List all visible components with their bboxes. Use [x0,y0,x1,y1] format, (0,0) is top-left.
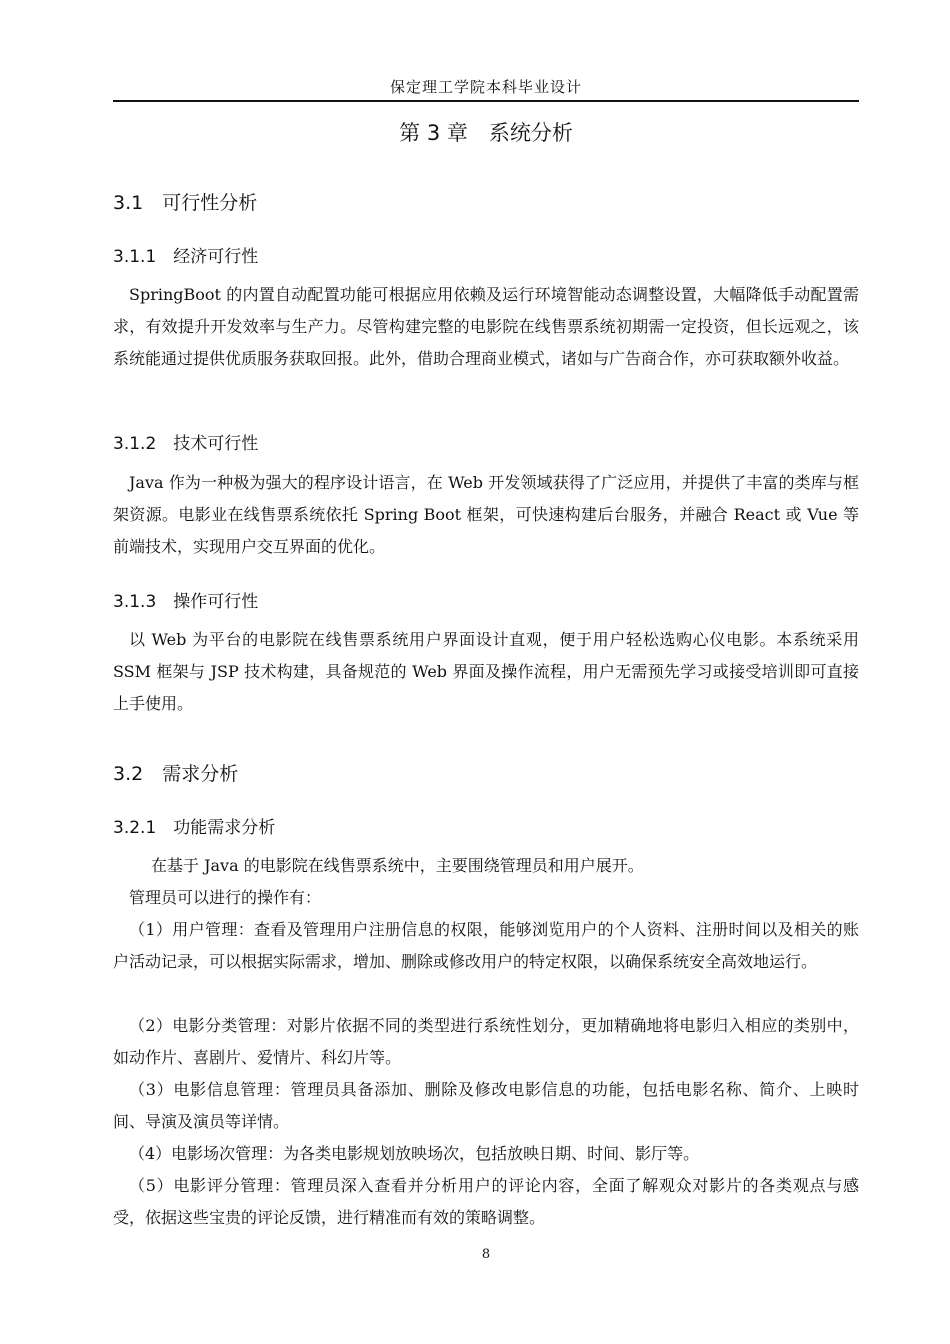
section-heading-3-1: 3.1 可行性分析 [113,192,258,214]
section-heading-3-2-1: 3.2.1 功能需求分析 [113,818,276,838]
paragraph-admin-lead: 管理员可以进行的操作有： [129,888,322,907]
section-heading-3-1-3: 3.1.3 操作可行性 [113,592,259,612]
paragraph-operational-feasibility: 以 Web 为平台的电影院在线售票系统用户界面设计直观，便于用户轻松选购心仪电影。本系统采用 SSM 框架与 JSP 技术构建，具备规范的 Web 界面及操作流程，用户无需预先学习或接受培训即可直接上手使用。 [113,630,859,713]
list-item-movie-info-management: （3）电影信息管理：管理员具备添加、删除及修改电影信息的功能，包括电影名称、简介、上映时间、导演及演员等详情。 [113,1080,859,1131]
list-item-user-management: （1）用户管理：查看及管理用户注册信息的权限，能够浏览用户的个人资料、注册时间以及相关的账户活动记录，可以根据实际需求，增加、删除或修改用户的特定权限，以确保系统安全高效地运行。 [113,920,859,971]
list-item-rating-management: （5）电影评分管理：管理员深入查看并分析用户的评论内容，全面了解观众对影片的各类观点与感受，依据这些宝贵的评论反馈，进行精准而有效的策略调整。 [113,1176,859,1227]
section-heading-3-2: 3.2 需求分析 [113,763,239,785]
section-heading-3-1-1: 3.1.1 经济可行性 [113,247,259,267]
list-item-showtime-management: （4）电影场次管理：为各类电影规划放映场次，包括放映日期、时间、影厅等。 [129,1144,700,1163]
paragraph-functional-intro: 在基于 Java 的电影院在线售票系统中，主要围绕管理员和用户展开。 [151,856,644,875]
list-item-category-management: （2）电影分类管理：对影片依据不同的类型进行系统性划分，更加精确地将电影归入相应的类别中，如动作片、喜剧片、爱情片、科幻片等。 [113,1016,859,1067]
paragraph-technical-feasibility: Java 作为一种极为强大的程序设计语言，在 Web 开发领域获得了广泛应用，并提供了丰富的类库与框架资源。电影业在线售票系统依托 Spring Boot 框架，可快速构建后台服务，并融合 React 或 Vue 等前端技术，实现用户交互界面的优化。 [113,473,859,556]
page-number: 8 [481,1247,491,1262]
chapter-title: 第 3 章 系统分析 [399,121,573,145]
running-header: 保定理工学院本科毕业设计 [389,78,582,96]
paragraph-economic-feasibility: SpringBoot 的内置自动配置功能可根据应用依赖及运行环境智能动态调整设置，大幅降低手动配置需求，有效提升开发效率与生产力。尽管构建完整的电影院在线售票系统初期需一定投资，但长远观之，该系统能通过提供优质服务获取回报。此外，借助合理商业模式，诸如与广告商合作，亦可获取额外收益。 [113,285,859,368]
section-heading-3-1-2: 3.1.2 技术可行性 [113,434,259,454]
header-rule [113,100,859,102]
